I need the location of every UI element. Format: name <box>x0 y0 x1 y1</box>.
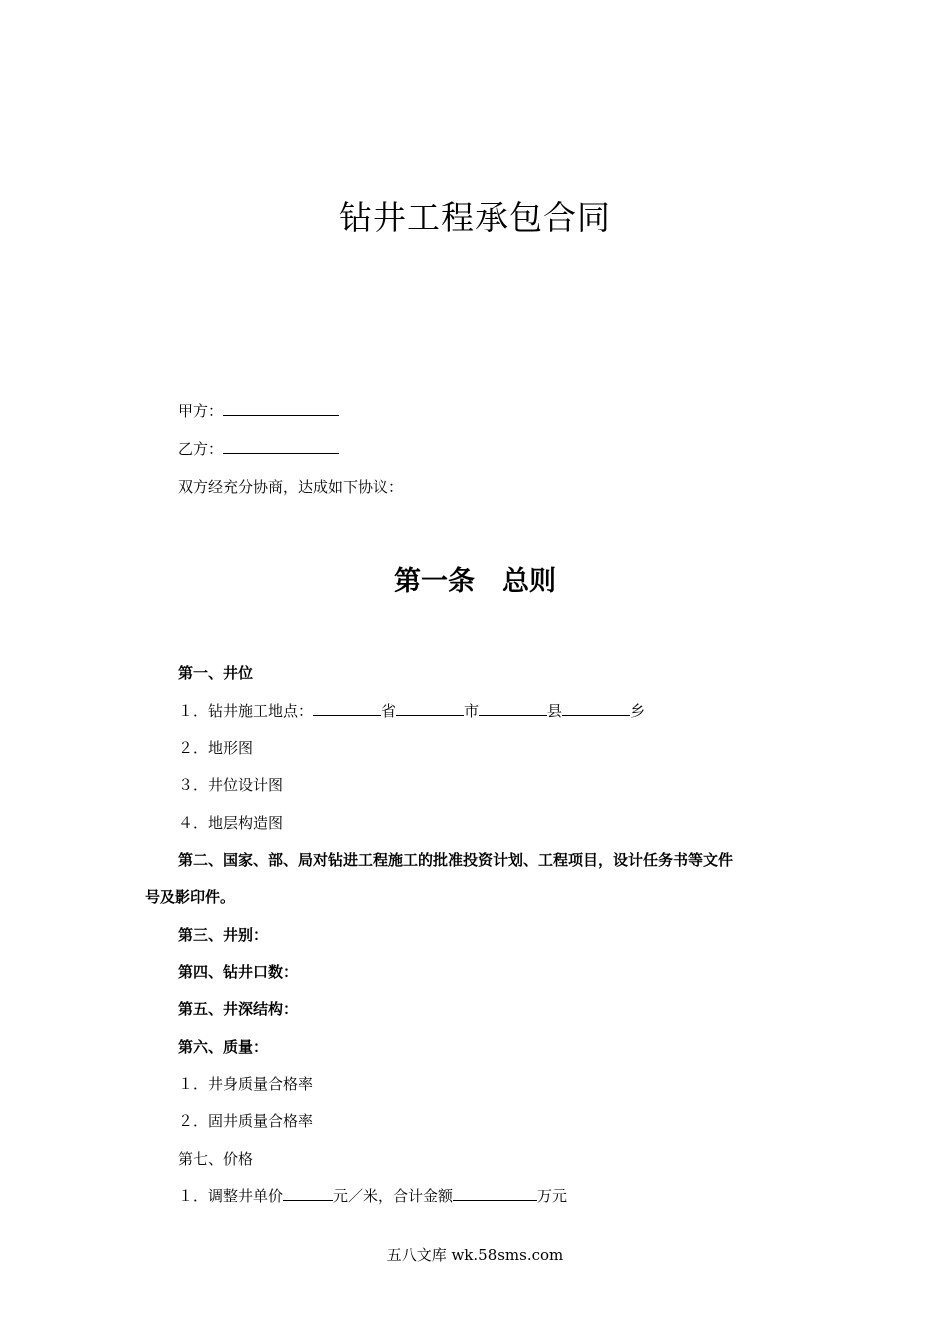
article-heading: 第一条 总则 <box>394 566 556 597</box>
township-blank <box>562 699 630 716</box>
sec3-heading: 第三、井别： <box>178 926 269 944</box>
sec1-item2: ２．地形图 <box>178 739 254 757</box>
sec5-heading: 第五、井深结构： <box>178 1000 299 1018</box>
sec4-heading: 第四、钻井口数： <box>178 963 299 981</box>
province-blank <box>313 699 381 716</box>
city-blank <box>396 699 464 716</box>
sec7-item1 <box>178 1184 567 1208</box>
sec7-item1-suffix: 万元 <box>537 1187 568 1205</box>
total-amount-blank <box>453 1184 537 1201</box>
city-label: 市 <box>464 702 480 720</box>
sec2-line2: 号及影印件。 <box>145 888 236 906</box>
sec6-item1: １．井身质量合格率 <box>178 1075 314 1093</box>
sec2-line1: 第二、国家、部、局对钻进工程施工的批准投资计划、工程项目，设计任务书等文件 <box>178 851 734 869</box>
sec1-item1 <box>178 699 645 723</box>
party-a-blank <box>223 399 339 416</box>
county-label: 县 <box>547 702 563 720</box>
sec1-item1-prefix: １．钻井施工地点： <box>178 702 314 720</box>
sec7-item1-unit: 元／米，合计金额 <box>333 1187 454 1205</box>
county-blank <box>479 699 547 716</box>
document-title: 钻井工程承包合同 <box>339 198 611 237</box>
sec6-heading: 第六、质量： <box>178 1038 269 1056</box>
party-a-label: 甲方： <box>178 402 224 420</box>
sec6-item2: ２．固井质量合格率 <box>178 1112 314 1130</box>
party-b-line <box>178 437 339 461</box>
township-label: 乡 <box>630 702 646 720</box>
agreement-intro: 双方经充分协商，达成如下协议： <box>178 478 404 496</box>
sec1-heading: 第一、井位 <box>178 664 254 682</box>
party-b-label: 乙方： <box>178 440 224 458</box>
sec1-item3: ３．井位设计图 <box>178 776 284 794</box>
sec7-heading: 第七、价格 <box>178 1150 254 1168</box>
sec1-item4: ４．地层构造图 <box>178 814 284 832</box>
unit-price-blank <box>283 1184 333 1201</box>
sec7-item1-prefix: １．调整井单价 <box>178 1187 284 1205</box>
party-a-line <box>178 399 339 423</box>
province-label: 省 <box>381 702 397 720</box>
party-b-blank <box>223 437 339 454</box>
footer-watermark: 五八文库 wk.58sms.com <box>386 1246 564 1264</box>
